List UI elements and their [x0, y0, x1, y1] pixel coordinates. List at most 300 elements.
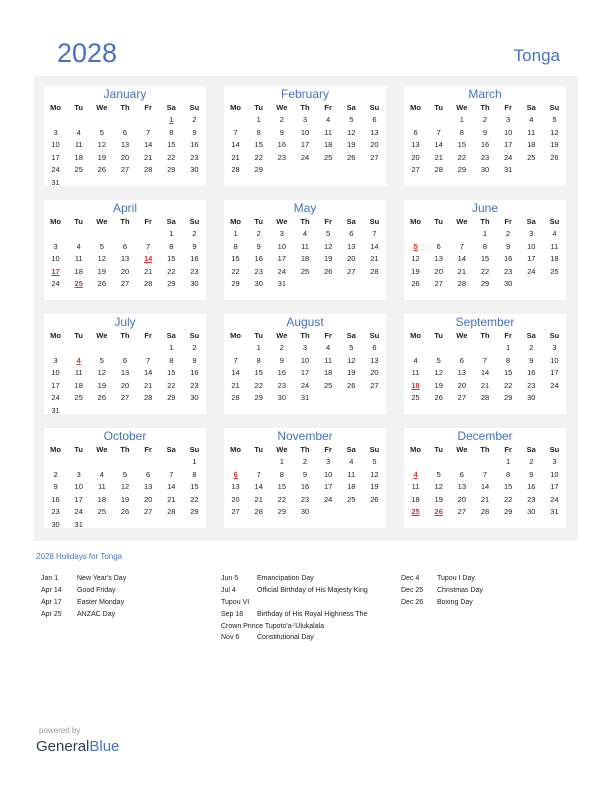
day-cell: 6: [459, 355, 464, 365]
day-cell: 18: [74, 266, 83, 276]
empty-cell: [473, 342, 496, 355]
day-cell: 30: [300, 507, 310, 516]
month-name: September: [455, 315, 515, 329]
day-cell: 25: [300, 266, 310, 276]
day-cell: 3: [552, 457, 557, 466]
weekday-header: Mo: [50, 445, 61, 454]
day-cell: 21: [231, 380, 240, 390]
holiday-date: Dec 25: [401, 586, 424, 594]
weekday-header: Su: [549, 331, 560, 340]
month-grid: [44, 443, 206, 531]
day-cell: 14: [231, 368, 240, 377]
day-cell: 25: [74, 393, 83, 402]
day-cell: 3: [53, 241, 58, 251]
day-cell: 21: [143, 266, 153, 276]
day-cell: 26: [370, 494, 379, 504]
day-cell: 3: [279, 229, 284, 238]
day-cell: 7: [233, 127, 238, 137]
day-cell: 21: [370, 254, 379, 263]
empty-cell: [450, 456, 473, 469]
weekday-header: Tu: [434, 103, 444, 112]
empty-cell: [427, 342, 450, 355]
day-cell: 6: [349, 229, 354, 238]
holiday-day-cell: 4: [413, 469, 418, 479]
calendar-panel: [34, 76, 578, 541]
day-cell: 19: [411, 266, 420, 276]
day-cell: 31: [51, 405, 60, 415]
day-cell: 4: [302, 229, 308, 238]
day-cell: 19: [120, 494, 130, 504]
day-cell: 14: [231, 140, 240, 149]
day-cell: 11: [411, 368, 420, 377]
brand-name-blue: Blue: [89, 738, 120, 755]
holiday-date: Dec 4: [401, 575, 420, 582]
day-cell: 4: [349, 457, 354, 466]
day-cell: 9: [53, 482, 58, 491]
weekday-header: Su: [189, 445, 200, 454]
weekday-header: Tu: [434, 217, 444, 226]
day-cell: 3: [529, 229, 534, 238]
day-cell: 16: [254, 254, 263, 263]
weekday-header: We: [96, 217, 108, 226]
day-cell: 6: [122, 241, 128, 251]
day-cell: 13: [120, 140, 130, 149]
day-cell: 30: [254, 279, 263, 288]
month-name: July: [114, 315, 136, 329]
day-cell: 14: [167, 482, 176, 491]
weekday-header: Tu: [74, 103, 84, 112]
day-cell: 31: [74, 519, 83, 529]
day-cell: 19: [370, 482, 379, 491]
empty-cell: [113, 456, 136, 469]
month-november: [224, 428, 386, 528]
day-cell: 17: [550, 482, 559, 491]
day-cell: 11: [97, 482, 106, 491]
day-cell: 15: [503, 368, 513, 377]
holiday-column: [401, 573, 483, 609]
day-cell: 13: [457, 482, 467, 491]
day-cell: 24: [51, 165, 60, 174]
holiday-day-cell: 5: [413, 241, 418, 251]
weekday-header: We: [276, 331, 288, 340]
month-grid: [404, 443, 566, 519]
weekday-header: Th: [120, 331, 130, 340]
day-cell: 17: [74, 494, 83, 504]
weekday-header: Fr: [324, 217, 332, 226]
day-cell: 22: [457, 152, 467, 162]
day-cell: 10: [323, 469, 333, 479]
day-cell: 9: [279, 127, 284, 137]
day-cell: 28: [457, 279, 467, 288]
day-cell: 12: [347, 127, 356, 137]
holiday-name: Good Friday: [77, 586, 116, 594]
day-cell: 24: [277, 266, 287, 276]
empty-cell: [404, 114, 427, 127]
holiday-day-cell: 4: [76, 355, 81, 365]
day-cell: 10: [51, 140, 60, 149]
day-cell: 12: [434, 482, 443, 491]
day-cell: 22: [277, 494, 287, 504]
day-cell: 17: [503, 140, 513, 149]
empty-cell: [67, 342, 90, 355]
month-name: January: [103, 87, 147, 101]
day-cell: 4: [326, 343, 331, 352]
empty-cell: [113, 342, 136, 355]
day-cell: 9: [192, 127, 197, 137]
holiday-name: Constitutional Day: [257, 634, 314, 642]
empty-cell: [44, 456, 67, 469]
day-cell: 31: [300, 393, 310, 402]
holiday-date: Sep 18: [221, 610, 244, 618]
weekday-header: We: [96, 331, 108, 340]
day-cell: 14: [254, 482, 263, 491]
holiday-row: [221, 621, 368, 633]
day-cell: 11: [301, 241, 309, 251]
day-cell: 24: [527, 266, 536, 276]
day-cell: 10: [300, 355, 310, 365]
day-cell: 14: [434, 140, 443, 149]
day-cell: 25: [347, 494, 356, 504]
day-cell: 15: [254, 140, 263, 149]
weekday-header: We: [276, 445, 288, 454]
day-cell: 17: [51, 152, 60, 162]
day-cell: 19: [347, 140, 356, 149]
day-cell: 13: [143, 482, 153, 491]
day-cell: 18: [347, 482, 356, 491]
day-cell: 30: [480, 165, 490, 174]
day-cell: 15: [457, 140, 467, 149]
day-cell: 27: [120, 393, 130, 402]
weekday-header: We: [276, 103, 288, 112]
day-cell: 3: [302, 115, 308, 124]
weekday-header: Sa: [166, 217, 176, 226]
empty-cell: [160, 456, 183, 469]
day-cell: 19: [434, 494, 443, 504]
month-grid: [44, 215, 206, 291]
day-cell: 27: [347, 266, 356, 276]
day-cell: 12: [370, 469, 379, 479]
weekday-header: Fr: [504, 103, 512, 112]
month-grid: [404, 101, 566, 177]
weekday-header: Tu: [254, 217, 264, 226]
empty-cell: [427, 456, 450, 469]
day-cell: 4: [552, 229, 557, 238]
day-cell: 18: [97, 494, 107, 504]
day-cell: 26: [97, 393, 107, 402]
weekday-header: Fr: [144, 331, 152, 340]
weekday-header: Th: [300, 331, 310, 340]
day-cell: 10: [550, 355, 559, 365]
day-cell: 26: [411, 279, 420, 288]
day-cell: 22: [167, 152, 176, 162]
day-cell: 5: [99, 127, 104, 137]
day-cell: 29: [167, 165, 176, 174]
day-cell: 5: [436, 355, 441, 365]
weekday-header: Su: [369, 217, 380, 226]
day-cell: 20: [347, 254, 356, 263]
day-cell: 6: [436, 241, 441, 251]
day-cell: 14: [480, 482, 490, 491]
day-cell: 14: [480, 368, 490, 377]
day-cell: 5: [99, 355, 104, 365]
holiday-day-cell: 14: [143, 254, 153, 263]
empty-cell: [427, 228, 450, 241]
month-grid: [44, 101, 206, 189]
day-cell: 7: [233, 355, 238, 365]
day-cell: 14: [370, 241, 379, 251]
day-cell: 4: [76, 127, 81, 137]
weekday-header: Fr: [324, 103, 332, 112]
day-cell: 24: [51, 279, 60, 288]
month-name: April: [112, 201, 137, 215]
day-cell: 28: [480, 393, 490, 402]
day-cell: 2: [279, 115, 284, 124]
day-cell: 26: [347, 152, 356, 162]
day-cell: 6: [459, 469, 464, 479]
day-cell: 13: [457, 368, 467, 377]
holiday-row: [221, 597, 368, 609]
weekday-header: Sa: [526, 217, 536, 226]
holiday-column: [221, 573, 368, 644]
day-cell: 15: [167, 254, 176, 263]
holiday-name: Birthday of His Royal Highness The: [257, 610, 368, 618]
day-cell: 20: [120, 266, 130, 276]
day-cell: 2: [256, 229, 261, 238]
day-cell: 23: [51, 507, 60, 516]
day-cell: 5: [552, 115, 557, 124]
day-cell: 16: [190, 254, 199, 263]
day-cell: 23: [277, 152, 287, 162]
day-cell: 14: [457, 254, 467, 263]
day-cell: 7: [146, 241, 151, 251]
day-cell: 7: [169, 469, 174, 479]
day-cell: 1: [256, 115, 261, 124]
holiday-date: Apr 14: [41, 586, 62, 594]
day-cell: 20: [434, 266, 443, 276]
day-cell: 3: [53, 355, 58, 365]
day-cell: 9: [302, 469, 308, 479]
weekday-header: Mo: [230, 331, 241, 340]
day-cell: 25: [97, 507, 107, 516]
day-cell: 12: [97, 368, 107, 377]
day-cell: 27: [143, 507, 153, 516]
day-cell: 25: [323, 152, 333, 162]
day-cell: 9: [279, 355, 284, 365]
month-grid: [224, 329, 386, 405]
day-cell: 15: [503, 482, 513, 491]
day-cell: 30: [51, 519, 60, 529]
day-cell: 22: [190, 494, 199, 504]
day-cell: 21: [480, 380, 490, 390]
day-cell: 24: [550, 380, 559, 390]
month-april: [44, 200, 206, 300]
weekday-header: Fr: [504, 445, 512, 454]
day-cell: 18: [300, 254, 310, 263]
empty-cell: [427, 114, 450, 127]
day-cell: 6: [372, 343, 377, 352]
day-cell: 1: [459, 115, 464, 124]
month-name: October: [103, 429, 147, 443]
holiday-day-cell: 18: [411, 380, 420, 390]
day-cell: 9: [192, 355, 197, 365]
day-cell: 13: [411, 140, 420, 149]
day-cell: 2: [192, 229, 197, 238]
day-cell: 17: [300, 368, 310, 377]
day-cell: 8: [459, 127, 464, 137]
day-cell: 23: [254, 266, 263, 276]
weekday-header: Mo: [410, 331, 421, 340]
day-cell: 3: [506, 115, 511, 124]
holiday-name: Boxing Day: [437, 598, 473, 606]
weekday-header: Mo: [410, 445, 421, 454]
holiday-row: [221, 632, 368, 644]
weekday-header: Su: [549, 445, 560, 454]
day-cell: 10: [277, 241, 287, 251]
month-march: [404, 86, 566, 186]
day-cell: 24: [503, 152, 513, 162]
holiday-date: Dec 26: [401, 598, 424, 606]
day-cell: 20: [143, 494, 153, 504]
day-cell: 23: [480, 152, 490, 162]
day-cell: 23: [190, 152, 199, 162]
day-cell: 12: [411, 254, 420, 263]
day-cell: 15: [190, 482, 199, 491]
day-cell: 10: [74, 482, 83, 491]
month-grid: [224, 443, 386, 519]
day-cell: 28: [480, 507, 490, 516]
day-cell: 29: [457, 165, 467, 174]
holiday-day-cell: 1: [169, 115, 174, 124]
day-cell: 20: [231, 494, 240, 504]
day-cell: 3: [76, 469, 81, 479]
day-cell: 11: [550, 241, 559, 251]
day-cell: 18: [74, 380, 83, 390]
month-grid: [44, 329, 206, 417]
weekday-header: Sa: [166, 103, 176, 112]
day-cell: 6: [122, 127, 128, 137]
country-title: Tonga: [513, 46, 560, 65]
day-cell: 5: [349, 343, 354, 352]
weekday-header: Su: [189, 103, 200, 112]
day-cell: 11: [527, 127, 536, 137]
day-cell: 22: [254, 152, 263, 162]
weekday-header: Th: [120, 103, 130, 112]
day-cell: 28: [231, 165, 240, 174]
weekday-header: Sa: [346, 103, 356, 112]
weekday-header: Su: [189, 217, 200, 226]
weekday-header: Tu: [434, 445, 444, 454]
day-cell: 14: [143, 140, 153, 149]
day-cell: 1: [169, 229, 174, 238]
weekday-header: We: [96, 103, 108, 112]
day-cell: 24: [550, 494, 559, 504]
day-cell: 26: [434, 393, 443, 402]
empty-cell: [137, 456, 160, 469]
day-cell: 13: [347, 241, 356, 251]
day-cell: 11: [347, 469, 356, 479]
day-cell: 20: [411, 152, 420, 162]
day-cell: 15: [480, 254, 490, 263]
day-cell: 10: [51, 368, 60, 377]
day-cell: 30: [527, 393, 536, 402]
weekday-header: Fr: [144, 445, 152, 454]
day-cell: 10: [527, 241, 536, 251]
month-july: [44, 314, 206, 414]
month-february: [224, 86, 386, 186]
weekday-header: Mo: [230, 103, 241, 112]
day-cell: 19: [347, 368, 356, 377]
day-cell: 3: [552, 343, 557, 352]
holiday-name: Tupou I Day: [437, 575, 475, 582]
day-cell: 23: [503, 266, 513, 276]
weekday-header: Mo: [410, 103, 421, 112]
day-cell: 21: [167, 494, 176, 504]
day-cell: 26: [97, 165, 107, 174]
holiday-row: [401, 585, 483, 597]
day-cell: 2: [279, 343, 284, 352]
holiday-name: Tupou VI: [221, 598, 250, 606]
month-name: May: [293, 201, 317, 215]
day-cell: 15: [167, 368, 176, 377]
day-cell: 7: [372, 229, 377, 238]
day-cell: 8: [169, 127, 174, 137]
weekday-header: Mo: [50, 217, 61, 226]
day-cell: 29: [254, 393, 263, 402]
day-cell: 23: [527, 494, 536, 504]
weekday-header: Fr: [324, 331, 332, 340]
empty-cell: [67, 456, 90, 469]
day-cell: 7: [146, 127, 151, 137]
holiday-day-cell: 25: [411, 507, 420, 516]
day-cell: 17: [300, 140, 310, 149]
day-cell: 8: [279, 469, 284, 479]
day-cell: 15: [277, 482, 287, 491]
weekday-header: Mo: [50, 103, 61, 112]
weekday-header: Th: [480, 217, 490, 226]
day-cell: 8: [169, 241, 174, 251]
weekday-header: We: [456, 103, 468, 112]
day-cell: 29: [167, 279, 176, 288]
day-cell: 29: [503, 507, 513, 516]
day-cell: 13: [120, 368, 130, 377]
month-grid: [224, 101, 386, 177]
day-cell: 22: [167, 380, 176, 390]
empty-cell: [67, 114, 90, 127]
day-cell: 19: [97, 152, 107, 162]
year-title: 2028: [57, 38, 118, 68]
empty-cell: [44, 228, 67, 241]
day-cell: 2: [302, 457, 308, 466]
empty-cell: [450, 342, 473, 355]
holiday-date: Apr 17: [41, 598, 62, 606]
day-cell: 27: [411, 165, 420, 174]
holiday-name: New Year's Day: [77, 575, 127, 582]
day-cell: 18: [323, 140, 333, 149]
day-cell: 11: [74, 140, 83, 149]
day-cell: 15: [167, 140, 176, 149]
weekday-header: Su: [369, 331, 380, 340]
day-cell: 16: [300, 482, 310, 491]
day-cell: 13: [120, 254, 130, 263]
holiday-row: [221, 585, 368, 597]
day-cell: 8: [506, 355, 511, 365]
day-cell: 26: [347, 380, 356, 390]
day-cell: 29: [277, 507, 287, 516]
day-cell: 27: [231, 507, 240, 516]
month-name: February: [280, 87, 330, 101]
day-cell: 30: [503, 279, 513, 288]
holiday-name: Crown Prince Tupoto'a-'Ulukalala: [221, 622, 325, 630]
